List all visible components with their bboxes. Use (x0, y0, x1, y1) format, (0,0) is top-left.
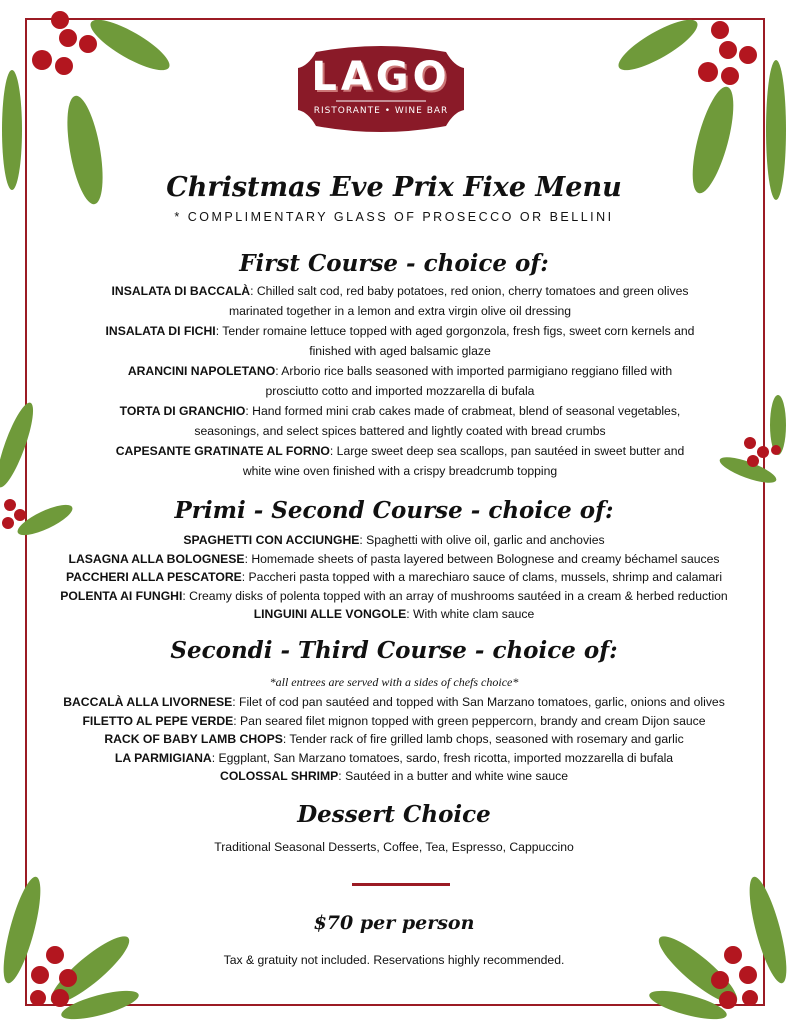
menu-item (105, 361, 695, 401)
menu-item-desc: : Pan seared filet mignon topped with green peppercorn, brandy and cream Dijon sauce (233, 713, 706, 728)
menu-item-name: ARANCINI NAPOLETANO (127, 364, 276, 378)
menu-item-desc: : Tender rack of fire grilled lamb chops, seasoned with rosemary and garlic (282, 732, 684, 747)
menu-item (0, 730, 788, 749)
menu-item-name: BACCALÀ ALLA LIVORNESE (63, 695, 233, 709)
menu-item (0, 550, 788, 569)
dessert-heading: Dessert Choice (297, 801, 491, 828)
divider (352, 883, 450, 886)
menu-item-desc: : Tender romaine lettuce topped with aged gorgonzola, fresh figs, sweet corn kernels and finished with aged balsamic glaze (215, 324, 695, 358)
second-course-heading: Primi - Second Course - choice of: (174, 497, 614, 524)
first-course-heading: First Course - choice of: (239, 250, 549, 277)
footer-note: Tax & gratuity not included. Reservations highly recommended. (223, 953, 565, 967)
third-course-list (0, 693, 788, 786)
menu-item-desc: : Homemade sheets of pasta layered between Bolognese and creamy béchamel sauces (244, 551, 720, 566)
menu-item-desc: : Creamy disks of polenta topped with an array of mushrooms sautéed in a cream & herbed reduction (182, 588, 728, 603)
menu-item-name: LINGUINI ALLE VONGOLE (253, 607, 407, 622)
menu-item (0, 531, 788, 550)
menu-item-name: INSALATA DI BACCALÀ (111, 284, 251, 298)
menu-item (105, 441, 695, 481)
menu-item-desc: : Eggplant, San Marzano tomatoes, sardo, fresh ricotta, imported mozzarella di bufala (211, 750, 674, 765)
menu-item-name: PACCHERI ALLA PESCATORE (65, 570, 242, 585)
holly-left-mid-icon (0, 400, 80, 550)
menu-item (0, 767, 788, 786)
menu-item (0, 749, 788, 768)
menu-item-name: LASAGNA ALLA BOLOGNESE (68, 551, 245, 566)
second-course-list (0, 531, 788, 624)
menu-item (105, 321, 695, 361)
menu-item (0, 693, 788, 712)
menu-item-desc: : With white clam sauce (406, 607, 535, 622)
menu-item-name: CAPESANTE GRATINATE AL FORNO (115, 444, 330, 458)
logo-tagline: RISTORANTE • WINE BAR (313, 106, 449, 116)
dessert-text: Traditional Seasonal Desserts, Coffee, Tea, Espresso, Cappuccino (214, 840, 574, 854)
price: $70 per person (313, 912, 475, 934)
menu-item-name: TORTA DI GRANCHIO (119, 404, 246, 418)
menu-item-name: INSALATA DI FICHI (105, 324, 216, 338)
menu-item-desc: : Spaghetti with olive oil, garlic and anchovies (359, 533, 605, 547)
third-course-heading: Secondi - Third Course - choice of: (170, 637, 618, 664)
lago-logo (296, 46, 466, 132)
menu-item (0, 568, 788, 587)
menu-title: Christmas Eve Prix Fixe Menu (166, 172, 622, 203)
menu-item-name: SPAGHETTI CON ACCIUNGHE (183, 533, 360, 547)
menu-item-name: FILETTO AL PEPE VERDE (82, 713, 234, 728)
menu-item-desc: : Large sweet deep sea scallops, pan sautéed in sweet butter and white wine oven finished with a crispy breadcrumb topping (242, 444, 685, 478)
third-course-note: *all entrees are served with a sides of chefs choice* (269, 675, 519, 689)
menu-item-desc: : Paccheri pasta topped with a marechiaro sauce of clams, mussels, shrimp and calamari (241, 570, 723, 585)
menu-item (0, 605, 788, 624)
menu-item-name: POLENTA AI FUNGHI (60, 588, 183, 603)
menu-item-desc: : Sautéed in a butter and white wine sauce (338, 769, 568, 784)
menu-item-desc: : Filet of cod pan sautéed and topped with San Marzano tomatoes, garlic, onions and olives (232, 695, 725, 709)
menu-item-desc: : Hand formed mini crab cakes made of crabmeat, blend of seasonal vegetables, seasonings, and select spices battered and lightly coated with bread crumbs (194, 404, 681, 438)
menu-item (0, 712, 788, 731)
menu-item-name: LA PARMIGIANA (114, 750, 212, 765)
menu-item-desc: : Arborio rice balls seasoned with imported parmigiano reggiano filled with prosciutto cotto and imported mozzarella di bufala (265, 364, 673, 398)
menu-item-desc: : Chilled salt cod, red baby potatoes, red onion, cherry tomatoes and green olives marinated together in a lemon and extra virgin olive oil dressing (228, 284, 689, 318)
menu-item (0, 587, 788, 606)
menu-item-name: COLOSSAL SHRIMP (220, 769, 339, 784)
first-course-list (105, 281, 695, 481)
menu-subtitle: * COMPLIMENTARY GLASS OF PROSECCO OR BELLINI (174, 210, 614, 224)
menu-item (105, 281, 695, 321)
menu-item-name: RACK OF BABY LAMB CHOPS (104, 732, 283, 747)
logo-name: LAGO (311, 54, 451, 100)
holly-right-mid-icon (708, 395, 788, 495)
menu-item (105, 401, 695, 441)
